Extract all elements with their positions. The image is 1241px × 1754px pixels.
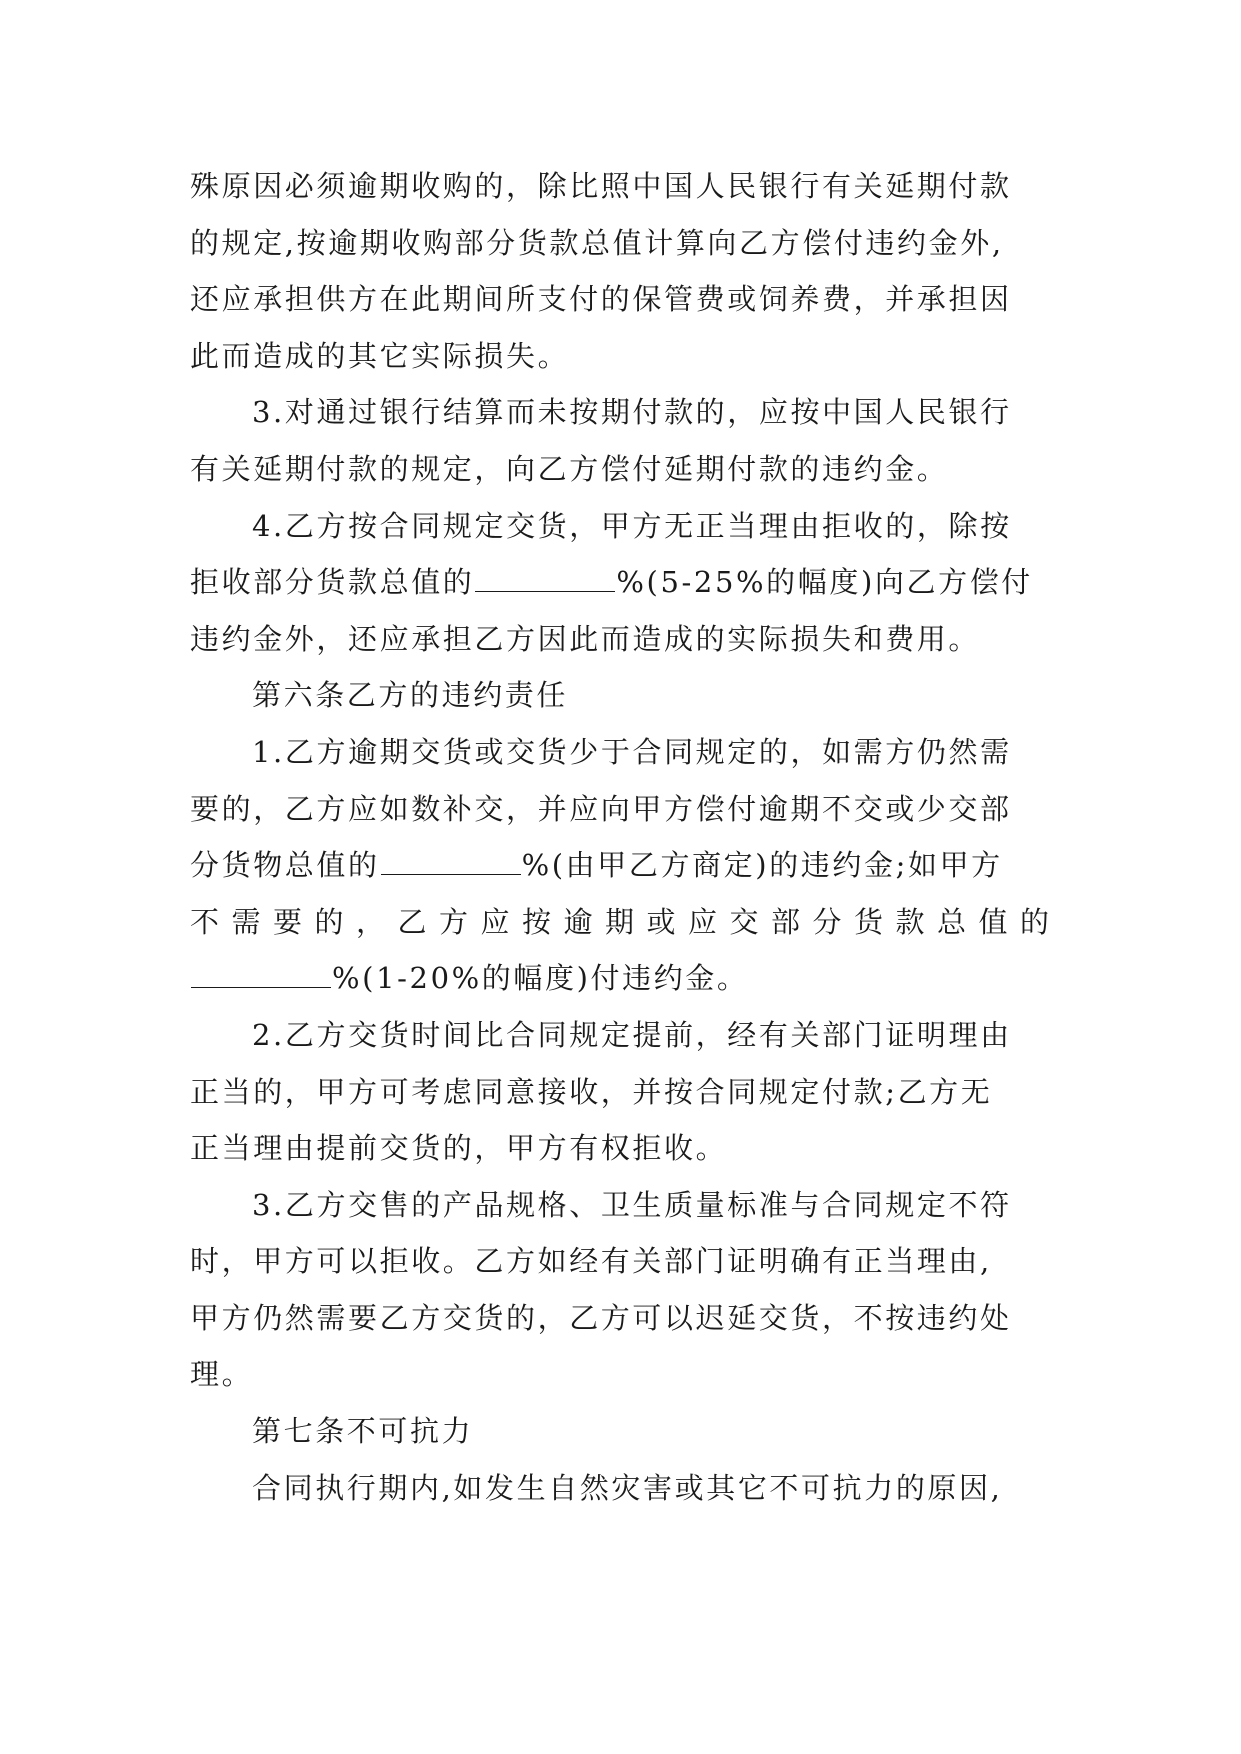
text-line: 违约金外，还应承担乙方因此而造成的实际损失和费用。 [190, 621, 981, 656]
text-line: 的规定,按逾期收购部分货款总值计算向乙方偿付违约金外, [190, 225, 1004, 260]
text-line: 要的，乙方应如数补交，并应向甲方偿付逾期不交或少交部 [190, 791, 1012, 826]
text-line: 此而造成的其它实际损失。 [190, 338, 570, 373]
clause-3-quality: 3.乙方交售的产品规格、卫生质量标准与合同规定不符 [252, 1187, 1012, 1222]
fill-in-blank [475, 567, 615, 592]
text-after-blank: %(由甲乙方商定)的违约金;如甲方 [521, 848, 1003, 883]
clause-4-refusal: 4.乙方按合同规定交货，甲方无正当理由拒收的，除按 [252, 508, 1012, 543]
article-6-heading: 第六条乙方的违约责任 [252, 678, 569, 713]
text-line: 还应承担供方在此期间所支付的保管费或饲养费，并承担因 [190, 282, 1012, 317]
text-line: 正当理由提前交货的，甲方有权拒收。 [190, 1131, 728, 1166]
text-before-blank: 拒收部分货款总值的 [190, 565, 475, 600]
text-line: 殊原因必须逾期收购的，除比照中国人民银行有关延期付款 [190, 169, 1012, 203]
text-line: 有关延期付款的规定，向乙方偿付延期付款的违约金。 [190, 451, 949, 486]
fill-in-blank [191, 963, 331, 988]
article-7-heading: 第七条不可抗力 [252, 1414, 474, 1449]
text-after-blank: %(5-25%的幅度)向乙方偿付 [616, 565, 1033, 600]
text-line: 不需要的，乙方应按逾期或应交部分货款总值的 [190, 904, 1062, 939]
blank-line-row [190, 837, 1050, 894]
text-after-blank: %(1-20%的幅度)付违约金。 [332, 961, 749, 996]
text-before-blank: 分货物总值的 [190, 848, 380, 883]
text-line: 正当的，甲方可考虑同意接收，并按合同规定付款;乙方无 [190, 1074, 993, 1109]
text-line: 理。 [190, 1357, 254, 1392]
clause-1-late-delivery: 1.乙方逾期交货或交货少于合同规定的，如需方仍然需 [252, 734, 1012, 769]
fill-in-blank [381, 850, 521, 875]
blank-line-row [190, 950, 1050, 1007]
clause-2-early-delivery: 2.乙方交货时间比合同规定提前，经有关部门证明理由 [252, 1017, 1012, 1052]
clause-3-payment: 3.对通过银行结算而未按期付款的，应按中国人民银行 [252, 395, 1012, 430]
blank-line-row [190, 554, 1050, 611]
text-line: 时，甲方可以拒收。乙方如经有关部门证明确有正当理由, [190, 1244, 992, 1279]
text-line: 甲方仍然需要乙方交货的，乙方可以迟延交货，不按违约处 [190, 1300, 1012, 1335]
contract-text [190, 158, 1062, 1516]
text-line: 合同执行期内,如发生自然灾害或其它不可抗力的原因, [252, 1470, 1003, 1505]
